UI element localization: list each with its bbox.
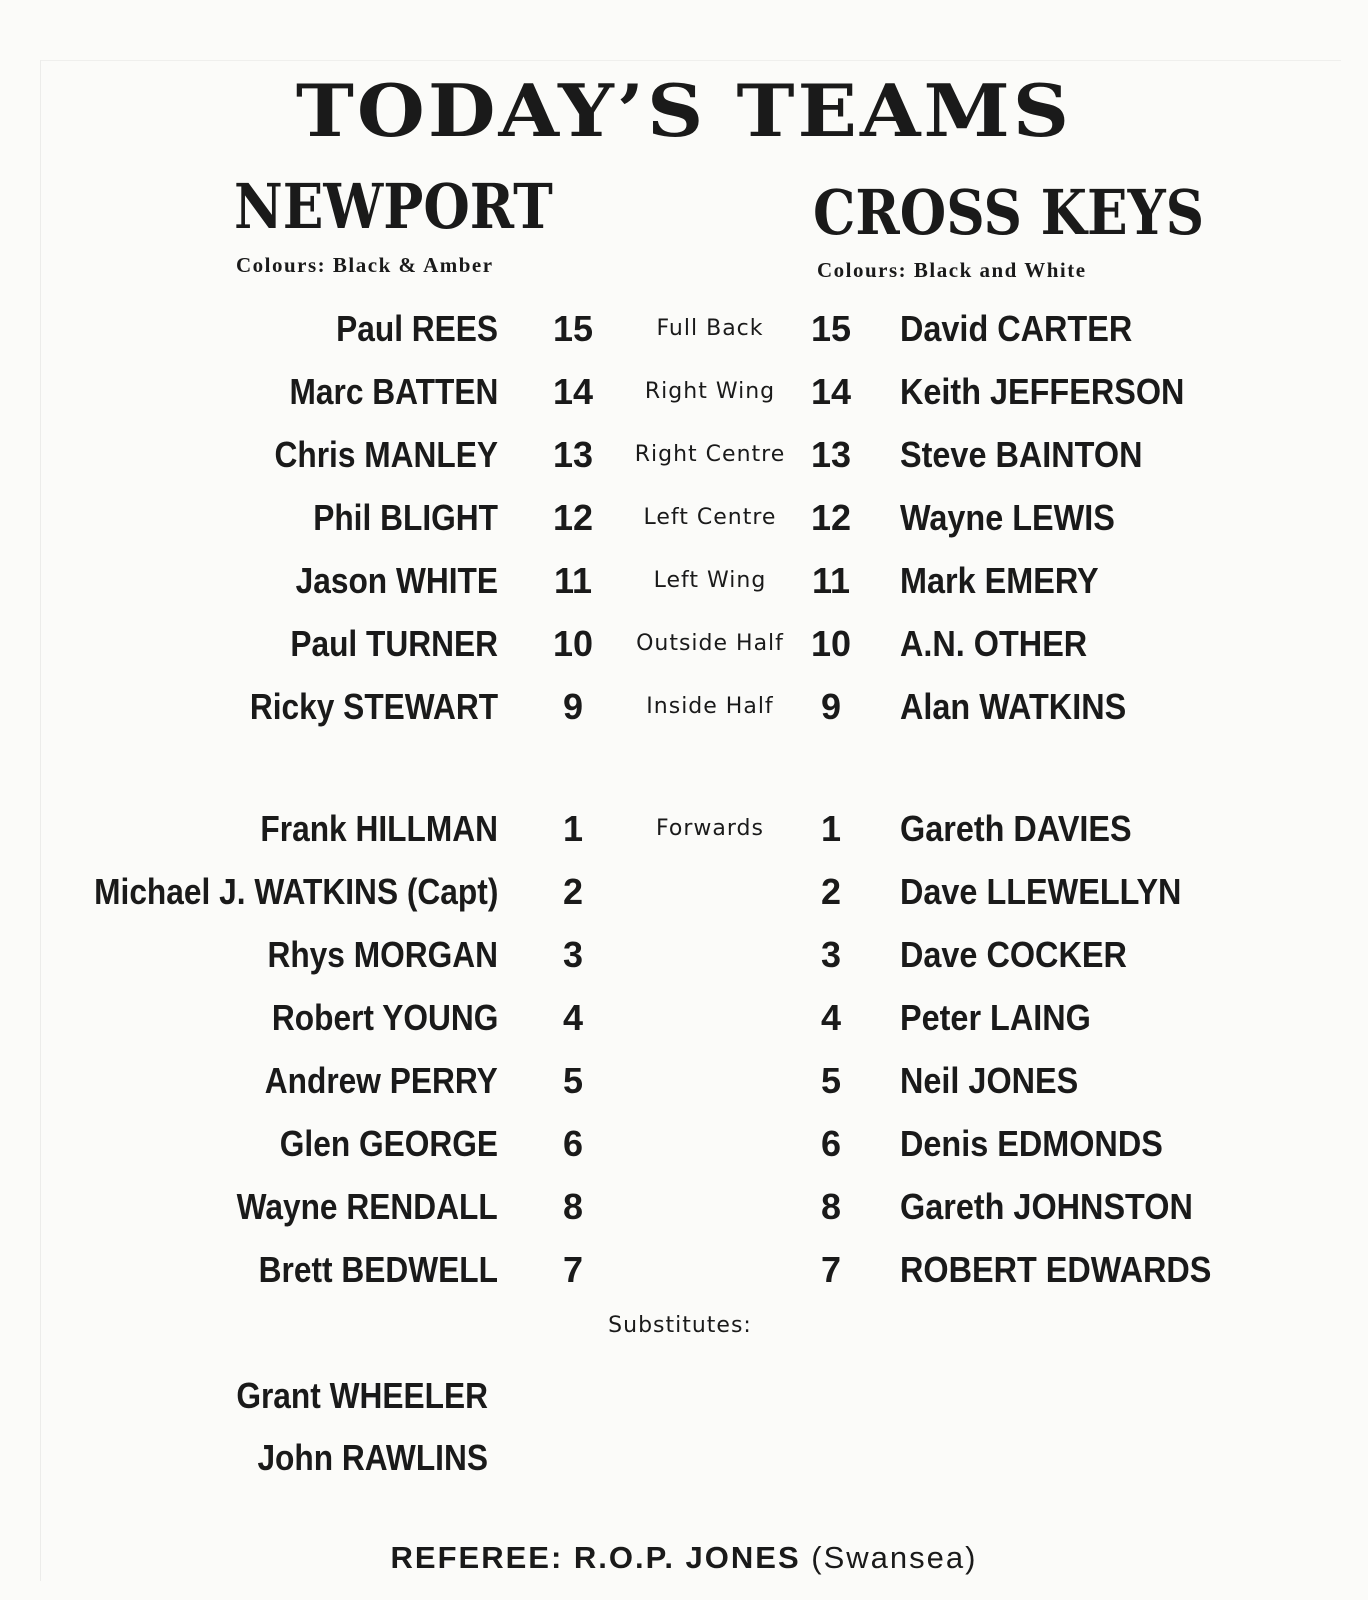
home-player: Jason WHITE bbox=[295, 560, 498, 601]
away-player: Wayne LEWIS bbox=[900, 497, 1115, 538]
away-number: 7 bbox=[820, 1249, 842, 1290]
home-number: 9 bbox=[562, 686, 584, 727]
away-number: 3 bbox=[820, 934, 842, 975]
home-number: 12 bbox=[552, 497, 594, 538]
home-player: Phil BLIGHT bbox=[313, 497, 498, 538]
lineup-row bbox=[0, 680, 1368, 730]
substitute-player: Grant WHEELER bbox=[236, 1375, 488, 1416]
home-player: Michael J. WATKINS (Capt) bbox=[93, 871, 498, 912]
away-number: 15 bbox=[810, 308, 852, 349]
lineup-row bbox=[0, 1117, 1368, 1167]
referee-club: (Swansea) bbox=[811, 1540, 978, 1575]
home-player: Paul TURNER bbox=[290, 623, 498, 664]
substitutes-label: Substitutes: bbox=[608, 1313, 752, 1338]
away-player: Steve BAINTON bbox=[900, 434, 1143, 475]
away-team-name: CROSS KEYS bbox=[813, 176, 1205, 249]
home-team-name: NEWPORT bbox=[234, 170, 553, 243]
away-team-colours: Colours: Black and White bbox=[817, 258, 1087, 282]
lineup-row bbox=[0, 428, 1368, 478]
away-player: ROBERT EDWARDS bbox=[900, 1249, 1212, 1290]
home-player: Marc BATTEN bbox=[289, 371, 498, 412]
away-number: 9 bbox=[820, 686, 842, 727]
away-player: Dave COCKER bbox=[900, 934, 1127, 975]
home-number: 5 bbox=[562, 1060, 584, 1101]
away-player: Gareth JOHNSTON bbox=[900, 1186, 1193, 1227]
home-player: Andrew PERRY bbox=[265, 1060, 498, 1101]
lineup-row bbox=[0, 928, 1368, 978]
position-label: Full Back bbox=[656, 316, 764, 341]
position-label: Left Wing bbox=[653, 568, 767, 593]
away-number: 11 bbox=[811, 560, 851, 601]
referee-name: R.O.P. JONES bbox=[573, 1540, 801, 1575]
position-label: Outside Half bbox=[636, 631, 784, 656]
referee-label: REFEREE: bbox=[390, 1540, 564, 1575]
away-player: Keith JEFFERSON bbox=[900, 371, 1185, 412]
lineup-row bbox=[0, 1054, 1368, 1104]
away-player: Gareth DAVIES bbox=[900, 808, 1132, 849]
substitute-player: John RAWLINS bbox=[257, 1437, 488, 1478]
away-player: Neil JONES bbox=[900, 1060, 1079, 1101]
away-number: 5 bbox=[820, 1060, 842, 1101]
away-player: Dave LLEWELLYN bbox=[900, 871, 1182, 912]
away-number: 2 bbox=[820, 871, 842, 912]
away-player: Denis EDMONDS bbox=[900, 1123, 1163, 1164]
away-player: Mark EMERY bbox=[900, 560, 1099, 601]
lineup-row bbox=[0, 491, 1368, 541]
lineup-row bbox=[0, 302, 1368, 352]
home-player: Robert YOUNG bbox=[271, 997, 498, 1038]
referee-line bbox=[0, 1540, 1368, 1576]
home-number: 8 bbox=[562, 1186, 584, 1227]
home-number: 14 bbox=[552, 371, 594, 412]
away-player: David CARTER bbox=[900, 308, 1133, 349]
position-label: Inside Half bbox=[646, 694, 774, 719]
away-player: A.N. OTHER bbox=[900, 623, 1088, 664]
page-title: TODAY’S TEAMS bbox=[295, 69, 1073, 154]
home-number: 11 bbox=[553, 560, 593, 601]
home-team-colours: Colours: Black & Amber bbox=[236, 253, 494, 277]
away-number: 4 bbox=[820, 997, 842, 1038]
away-player: Peter LAING bbox=[900, 997, 1091, 1038]
lineup-row bbox=[0, 1243, 1368, 1293]
home-player: Wayne RENDALL bbox=[236, 1186, 498, 1227]
forwards-label: Forwards bbox=[656, 816, 764, 841]
away-number: 13 bbox=[810, 434, 852, 475]
home-player: Glen GEORGE bbox=[279, 1123, 498, 1164]
home-number: 6 bbox=[562, 1123, 584, 1164]
home-player: Ricky STEWART bbox=[249, 686, 498, 727]
away-number: 8 bbox=[820, 1186, 842, 1227]
home-player: Rhys MORGAN bbox=[267, 934, 498, 975]
home-number: 10 bbox=[552, 623, 594, 664]
home-number: 15 bbox=[552, 308, 594, 349]
lineup-row bbox=[0, 365, 1368, 415]
away-player: Alan WATKINS bbox=[900, 686, 1127, 727]
position-label: Right Wing bbox=[644, 379, 776, 404]
home-player: Brett BEDWELL bbox=[258, 1249, 498, 1290]
lineup-row bbox=[0, 865, 1368, 915]
position-label: Right Centre bbox=[634, 442, 786, 467]
home-number: 13 bbox=[552, 434, 594, 475]
away-number: 6 bbox=[820, 1123, 842, 1164]
lineup-row bbox=[0, 802, 1368, 852]
away-number: 1 bbox=[820, 808, 842, 849]
away-number: 10 bbox=[810, 623, 852, 664]
home-player: Chris MANLEY bbox=[274, 434, 498, 475]
home-number: 2 bbox=[562, 871, 584, 912]
lineup-row bbox=[0, 1180, 1368, 1230]
home-number: 4 bbox=[562, 997, 584, 1038]
home-player: Paul REES bbox=[336, 308, 498, 349]
home-number: 1 bbox=[562, 808, 584, 849]
lineup-row bbox=[0, 554, 1368, 604]
away-number: 14 bbox=[810, 371, 852, 412]
home-number: 3 bbox=[562, 934, 584, 975]
lineup-row bbox=[0, 991, 1368, 1041]
home-player: Frank HILLMAN bbox=[260, 808, 498, 849]
lineup-row bbox=[0, 617, 1368, 667]
position-label: Left Centre bbox=[643, 505, 777, 530]
away-number: 12 bbox=[810, 497, 852, 538]
home-number: 7 bbox=[562, 1249, 584, 1290]
